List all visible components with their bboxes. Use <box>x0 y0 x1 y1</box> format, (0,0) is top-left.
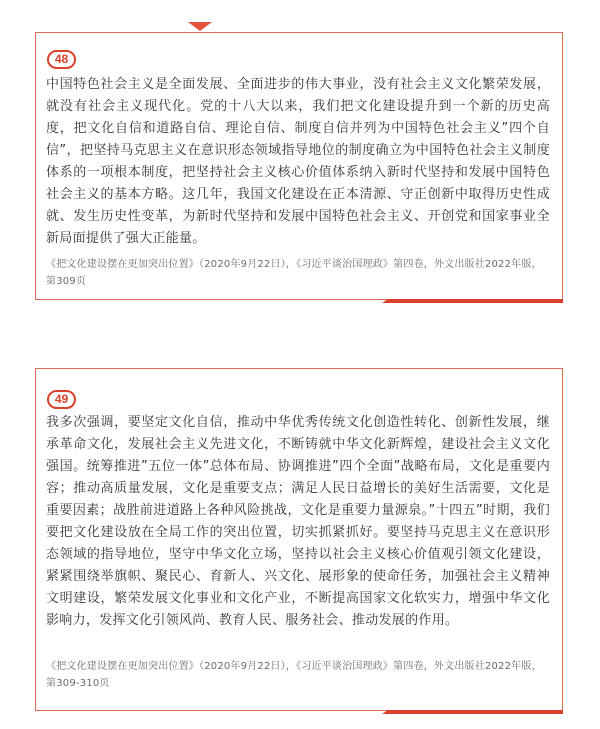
card-accent-bar <box>387 299 563 303</box>
quote-number-badge: 49 <box>47 390 76 409</box>
quote-card-49 <box>35 368 563 711</box>
card-accent-triangle <box>382 299 388 303</box>
card-accent-bar <box>387 710 563 714</box>
top-arrow-marker <box>188 22 212 31</box>
quote-text: 我多次强调，要坚定文化自信，推动中华优秀传统文化创造性转化、创新性发展，继承革命文化，发展社会主义先进文化，不断铸就中华文化新辉煌，建设社会主义文化强国。统筹推进”五位一体”总体布局、协调推进”四个全面”战略布局，文化是重要内容；推动高质量发展，文化是重要支点；满足人民日益增长的美好生活需要，文化是重要因素；战胜前进道路上各种风险挑战，文化是重要力量源泉。”十四五”时期，我们要把文化建设放在全局工作的突出位置，切实抓紧抓好。要坚持马克思主义在意识形态领域的指导地位，坚守中华文化立场，坚持以社会主义核心价值观引领文化建设，紧紧围绕举旗帜、聚民心、育新人、兴文化、展形象的使命任务，加强社会主义精神文明建设，繁荣发展文化事业和文化产业，不断提高国家文化软实力，增强中华文化影响力，发挥文化引领风尚、教育人民、服务社会、推动发展的作用。 <box>46 415 550 628</box>
quote-card-48 <box>35 32 563 300</box>
quote-text: 中国特色社会主义是全面发展、全面进步的伟大事业，没有社会主义文化繁荣发展，就没有社会主义现代化。党的十八大以来，我们把文化建设提升到一个新的历史高度，把文化自信和道路自信、理论自信、制度自信并列为中国特色社会主义”四个自信”，把坚持马克思主义在意识形态领域指导地位的制度确立为中国特色社会主义制度体系的一项根本制度，把坚持社会主义核心价值体系纳入新时代坚持和发展中国特色社会主义的基本方略。这几年，我国文化建设在正本清源、守正创新中取得历史性成就、发生历史性变革，为新时代坚持和发展中国特色社会主义、开创党和国家事业全新局面提供了强大正能量。 <box>46 77 550 246</box>
card-accent-triangle <box>382 710 388 714</box>
quote-number-badge: 48 <box>47 50 76 69</box>
quote-source: 《把文化建设摆在更加突出位置》（2020年9月22日），《习近平谈治国理政》第四卷，外文出版社2022年版，第309-310页 <box>46 661 542 689</box>
quote-source: 《把文化建设摆在更加突出位置》（2020年9月22日），《习近平谈治国理政》第四卷，外文出版社2022年版，第309页 <box>46 259 542 287</box>
